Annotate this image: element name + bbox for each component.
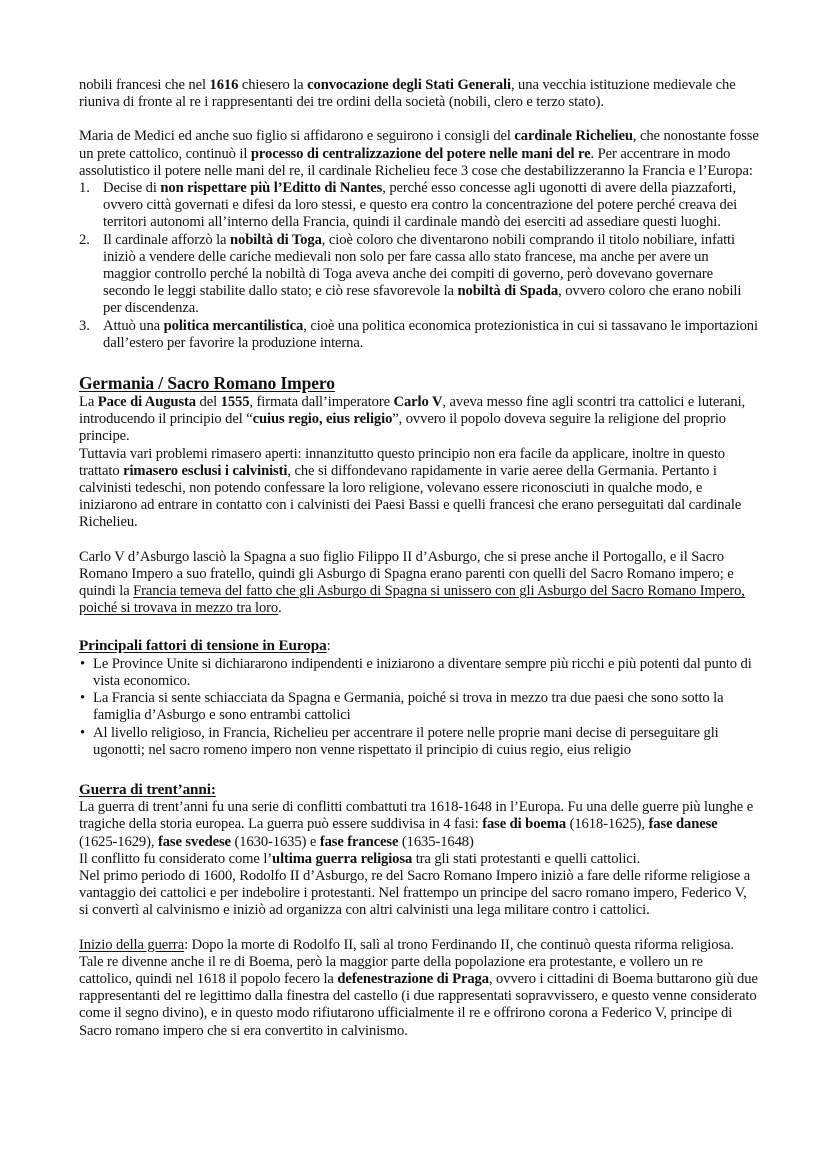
germania-paragraph-1: La Pace di Augusta del 1555, firmata dall’imperatore Carlo V, aveva messo fine agli scontri tra cattolici e luterani, introducendo il principio del “cuius regio, eius religio”, ovvero il popolo doveva seguire la religione del proprio principe. (79, 394, 746, 445)
bullet-icon: • (80, 690, 86, 707)
guerra-paragraph-3: Nel primo periodo di 1600, Rodolfo II d’Asburgo, re del Sacro Romano Impero iniziò a fare delle riforme religiose a vantaggio dei cattolici e per indebolire i protestanti. Nel frattempo un principe del sacro romano impero, Federico V, si convertì al calvinismo e iniziò ad organizza con altri calvinisti una lega militare contro i cattolici. (79, 867, 751, 919)
section-heading-tensioni: Principali fattori di tensione in Europa (79, 637, 327, 655)
section-heading-guerra: Guerra di trent’anni: (79, 780, 216, 798)
spacer (79, 759, 759, 781)
germania-paragraph-2: Tuttavia vari problemi rimasero aperti: innanzitutto questo principio non era facile da applicare, inoltre in questo trattato rimasero esclusi i calvinisti, che si diffondevano rapidamente in varie aeree della Germania. Pertanto i calvinisti tedeschi, non potendo confessare la loro religione, volevano essere riconosciuti in qualche modo, e iniziarono ad entrare in contatto con i calvinisti dei Paesi Bassi e quelli francesi che erano perseguitati dal cardinale Richelieu. (79, 445, 742, 531)
section-heading-germania: Germania / Sacro Romano Impero (79, 373, 335, 394)
guerra-paragraph-2: Il conflitto fu considerato come l’ultima guerra religiosa tra gli stati protestanti e quelli cattolici. (79, 850, 641, 867)
list-item: 3. Attuò una politica mercantilistica, cioè una politica economica protezionistica in cui si tassavano le importazioni dall’estero per favorire la produzione interna. (79, 317, 758, 351)
guerra-paragraph-1: La guerra di trent’anni fu una serie di conflitti combattuti tra 1618-1648 in l’Europa. Fu una delle guerre più lunghe e tragiche della storia europea. La guerra può essere suddivisa in 4 fasi: fase di boema (1618-1625), fase danese (1625-1629), fase svedese (1630-1635) e fase francese (1635-1648) (79, 799, 754, 850)
list-item: 2. Il cardinale afforzò la nobiltà di Toga, cioè coloro che diventarono nobili comprando il titolo nobiliare, infatti iniziò a vendere delle cariche medievali non solo per fare cassa allo stato francese, ma anche per avere un maggior controllo perché la nobiltà di Toga aveva anche dei compiti di governo, però dovevano governare secondo le leggi stabilite dallo stato; e ciò rese sfavorevole la nobiltà di Spada, ovvero coloro che erano nobili per discendenza. (79, 231, 742, 317)
list-item: 1. Decise di non rispettare più l’Editto di Nantes, perché esso concesse agli ugonotti di avere della piazzaforti, ovvero città governati e difesi da loro stessi, e questo era contro la concentrazione del potere perché creava dei territori autonomi all’interno della Francia, quindi il cardinale mandò dei eserciti ad assediare questi luoghi. (79, 180, 738, 231)
spacer (79, 617, 759, 637)
spacer (79, 352, 759, 372)
list-item: • Le Province Unite si dichiararono indipendenti e iniziarono a diventare sempre più ricchi e più potenti dal punto di vista economico. (80, 655, 752, 689)
spacer (79, 111, 759, 128)
intro-paragraph-2: Maria de Medici ed anche suo figlio si affidarono e seguirono i consigli del cardinale Richelieu, che nonostante fosse un prete cattolico, continuò il processo di centralizzazione del potere nelle mani del re. Per accentrare in modo assolutistico il potere nelle mani del re, il cardinale Richelieu fece 3 cose che destabilizzeranno la Francia e l’Europa: (79, 128, 759, 179)
spacer (79, 920, 759, 937)
bullet-icon: • (80, 655, 86, 672)
richelieu-actions-list (79, 180, 759, 352)
document-page: nobili francesi che nel 1616 chiesero la convocazione degli Stati Generali, una vecchia istituzione medievale che riuniva di fronte al re i rappresentanti dei tre ordini della società (nobili, clero e terzo stato). Maria de Medici ed anche suo figlio si affidarono e seguirono i consigli del cardinale Richelieu, che nonostante fosse un prete cattolico, continuò il processo di centralizzazione del potere nelle mani del re. Per accentrare in modo assolutistico il potere nelle mani del re, il cardinale Richelieu fece 3 cose che destabilizzeranno la Francia e l’Europa: 1. Decise di non rispettare più l’Editto di Nantes, perché esso concesse agli ugonotti di avere della piazzaforti, ovvero città governati e difesi da loro stessi, e questo era contro la concentrazione del potere perché creava dei territori autonomi all’interno della Francia, quindi il cardinale mandò dei eserciti ad assediare questi luoghi. 2. Il cardinale afforzò la nobiltà di Toga, cioè coloro che diventarono nobili comprando il titolo nobiliare, infatti iniziò a vendere delle cariche medievali non solo per fare cassa allo stato francese, ma anche per avere un maggior controllo perché la nobiltà di Toga aveva anche dei compiti di governo, però dovevano governare secondo le leggi stabilite dallo stato; e ciò rese sfavorevole la nobiltà di Spada, ovvero coloro che erano nobili per discendenza. 3. Attuò una politica mercantilistica, cioè una politica economica protezionistica in cui si tassavano le importazioni dall’estero per favorire la produzione interna. Germania / Sacro Romano Impero La Pace di Augusta del 1555, firmata dall’imperatore Carlo V, aveva messo fine agli scontri tra cattolici e luterani, introducendo il principio del “cuius regio, eius religio”, ovvero il popolo doveva seguire la religione del proprio principe. Tuttavia vari problemi rimasero aperti: innanzitutto questo principio non era facile da applicare, inoltre in questo trattato rimasero esclusi i calvinisti, che si diffondevano rapidamente in varie aeree della Germania. Pertanto i calvinisti tedeschi, non potendo confessare la loro religione, volevano essere riconosciuti in qualche modo, e iniziarono ad entrare in contatto con i calvinisti dei Paesi Bassi e quelli francesi che erano perseguitati dal cardinale Richelieu. Carlo V d’Asburgo lasciò la Spagna a suo figlio Filippo II d’Asburgo, che si prese anche il Portogallo, e il Sacro Romano Impero a suo fratello, quindi gli Asburgo di Spagna erano parenti con quelli del Sacro Romano impero; e quindi la Francia temeva del fatto che gli Asburgo di Spagna si unissero con gli Asburgo del Sacro Romano Impero, poiché si trovava in mezzo tra loro. Principali fattori di tensione in Europa: • Le Province Unite si dichiararono indipendenti e iniziarono a diventare sempre più ricchi e più potenti dal punto di vista economico. • La Francia si sente schiacciata da Spagna e Germania, poiché si trova in mezzo tra due paesi che sono sotto la famiglia d’Asburgo e sono entrambi cattolici • Al livello religioso, in Francia, Richelieu per accentrare il potere nelle proprie mani decise di perseguitare gli ugonotti; nel sacro romeno impero non venne rispettato il principio di cuius regio, eius religio Guerra di trent’anni: La guerra di trent’anni fu una serie di conflitti combattuti tra 1618-1648 in l’Europa. Fu una delle guerre più lunghe e tragiche della storia europea. La guerra può essere suddivisa in 4 fasi: fase di boema (1618-1625), fase danese (1625-1629), fase svedese (1630-1635) e fase francese (1635-1648) Il conflitto fu considerato come l’ultima guerra religiosa tra gli stati protestanti e quelli cattolici. Nel primo periodo di 1600, Rodolfo II d’Asburgo, re del Sacro Romano Impero iniziò a fare delle riforme religiose a vantaggio dei cattolici e per indebolire i protestanti. Nel frattempo un principe del sacro romano impero, Federico V, si convertì al calvinismo e iniziò ad organizza con altri calvinisti una lega militare contro i cattolici. Inizio della guerra: Dopo la morte di Rodolfo II, salì al trono Ferdinando II, che continuò questa riforma religiosa. Tale re divenne anche il re di Boema, però la maggior parte della popolazione era protestante, e vollero un re cattolico, quindi nel 1618 il popolo fecero la defenestrazione di Praga, ovvero i cittadini di Boema buttarono giù due rappresentanti del re legittimo dalla finestra del castello (i due rappresentati sopravvissero, e questo venne considerato come il segno divino), e in questo modo rifiutarono ufficialmente il re e offrirono corona a Federico V, principe di Sacro romano impero che si era convertito in calvinismo. (79, 77, 759, 1039)
spacer (79, 532, 759, 549)
list-item: • Al livello religioso, in Francia, Richelieu per accentrare il potere nelle proprie mani decise di perseguitare gli ugonotti; nel sacro romeno impero non venne rispettato il principio di cuius regio, eius religio (80, 724, 719, 758)
guerra-paragraph-4: Inizio della guerra: Dopo la morte di Rodolfo II, salì al trono Ferdinando II, che continuò questa riforma religiosa. Tale re divenne anche il re di Boema, però la maggior parte della popolazione era protestante, e vollero un re cattolico, quindi nel 1618 il popolo fecero la defenestrazione di Praga, ovvero i cittadini di Boema buttarono giù due rappresentanti del re legittimo dalla finestra del castello (i due rappresentati sopravvissero, e questo venne considerato come il segno divino), e in questo modo rifiutarono ufficialmente il re e offrirono corona a Federico V, principe di Sacro romano impero che si era convertito in calvinismo. (79, 936, 758, 1039)
tensioni-list (79, 656, 759, 759)
intro-paragraph-1: nobili francesi che nel 1616 chiesero la convocazione degli Stati Generali, una vecchia istituzione medievale che riuniva di fronte al re i rappresentanti dei tre ordini della società (nobili, clero e terzo stato). (79, 77, 736, 111)
bullet-icon: • (80, 724, 86, 741)
list-item: • La Francia si sente schiacciata da Spagna e Germania, poiché si trova in mezzo tra due paesi che sono sotto la famiglia d’Asburgo e sono entrambi cattolici (80, 690, 724, 724)
germania-paragraph-3: Carlo V d’Asburgo lasciò la Spagna a suo figlio Filippo II d’Asburgo, che si prese anche il Portogallo, e il Sacro Romano Impero a suo fratello, quindi gli Asburgo di Spagna erano parenti con quelli del Sacro Romano impero; e quindi la Francia temeva del fatto che gli Asburgo di Spagna si unissero con gli Asburgo del Sacro Romano Impero, poiché si trovava in mezzo tra loro. (79, 548, 745, 617)
